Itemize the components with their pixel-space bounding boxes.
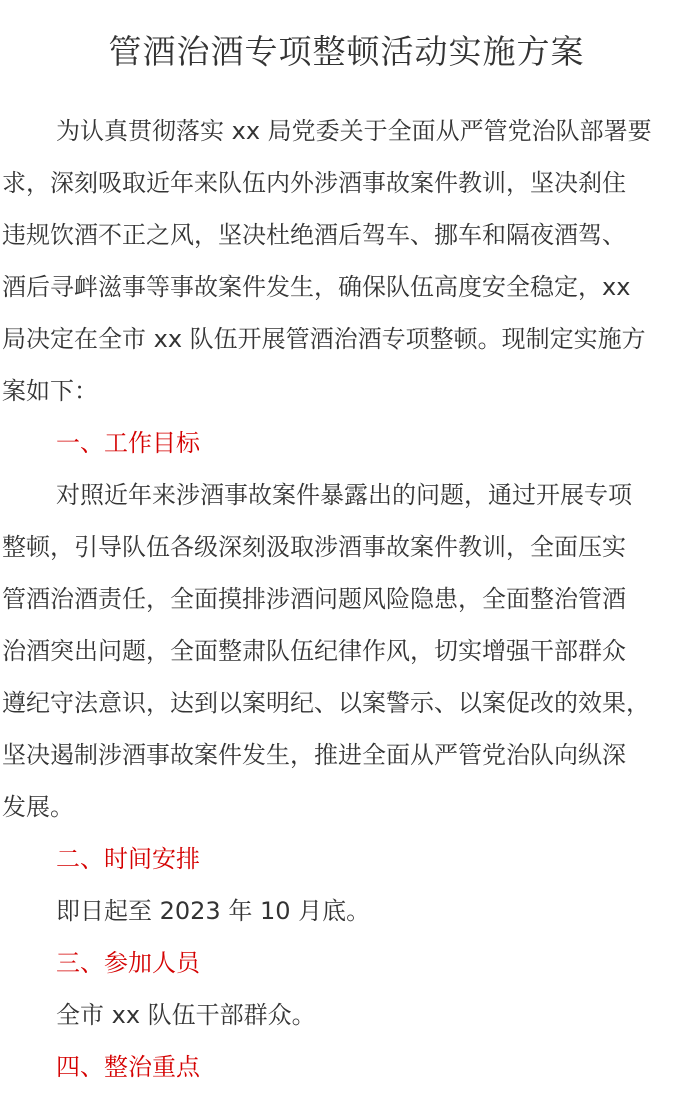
section3-text: 全市 xx 队伍干部群众。 bbox=[56, 1001, 316, 1029]
section-heading-participants: 三、参加人员 bbox=[56, 949, 200, 977]
section1-line: 对照近年来涉酒事故案件暴露出的问题，通过开展专项 bbox=[56, 481, 632, 509]
intro-line: 局决定在全市 xx 队伍开展管酒治酒专项整顿。现制定实施方 bbox=[2, 325, 646, 353]
section-heading-focus: 四、整治重点 bbox=[56, 1053, 200, 1081]
document-title: 管酒治酒专项整顿活动实施方案 bbox=[108, 32, 585, 71]
intro-line: 求，深刻吸取近年来队伍内外涉酒事故案件教训，坚决刹住 bbox=[2, 169, 626, 197]
intro-line: 违规饮酒不正之风，坚决杜绝酒后驾车、挪车和隔夜酒驾、 bbox=[2, 221, 626, 249]
section2-text: 即日起至 2023 年 10 月底。 bbox=[56, 897, 371, 925]
intro-line: 酒后寻衅滋事等事故案件发生，确保队伍高度安全稳定，xx bbox=[2, 273, 631, 301]
section1-line: 发展。 bbox=[2, 793, 74, 821]
intro-line: 为认真贯彻落实 xx 局党委关于全面从严管党治队部署要 bbox=[56, 117, 652, 145]
section1-line: 整顿，引导队伍各级深刻汲取涉酒事故案件教训，全面压实 bbox=[2, 533, 626, 561]
section1-line: 坚决遏制涉酒事故案件发生，推进全面从严管党治队向纵深 bbox=[2, 741, 626, 769]
intro-line: 案如下： bbox=[2, 377, 98, 405]
section1-line: 管酒治酒责任，全面摸排涉酒问题风险隐患，全面整治管酒 bbox=[2, 585, 626, 613]
section-heading-schedule: 二、时间安排 bbox=[56, 845, 200, 873]
section1-line: 治酒突出问题，全面整肃队伍纪律作风，切实增强干部群众 bbox=[2, 637, 626, 665]
section1-line: 遵纪守法意识，达到以案明纪、以案警示、以案促改的效果， bbox=[2, 689, 650, 717]
section-heading-work-goal: 一、工作目标 bbox=[56, 429, 200, 457]
